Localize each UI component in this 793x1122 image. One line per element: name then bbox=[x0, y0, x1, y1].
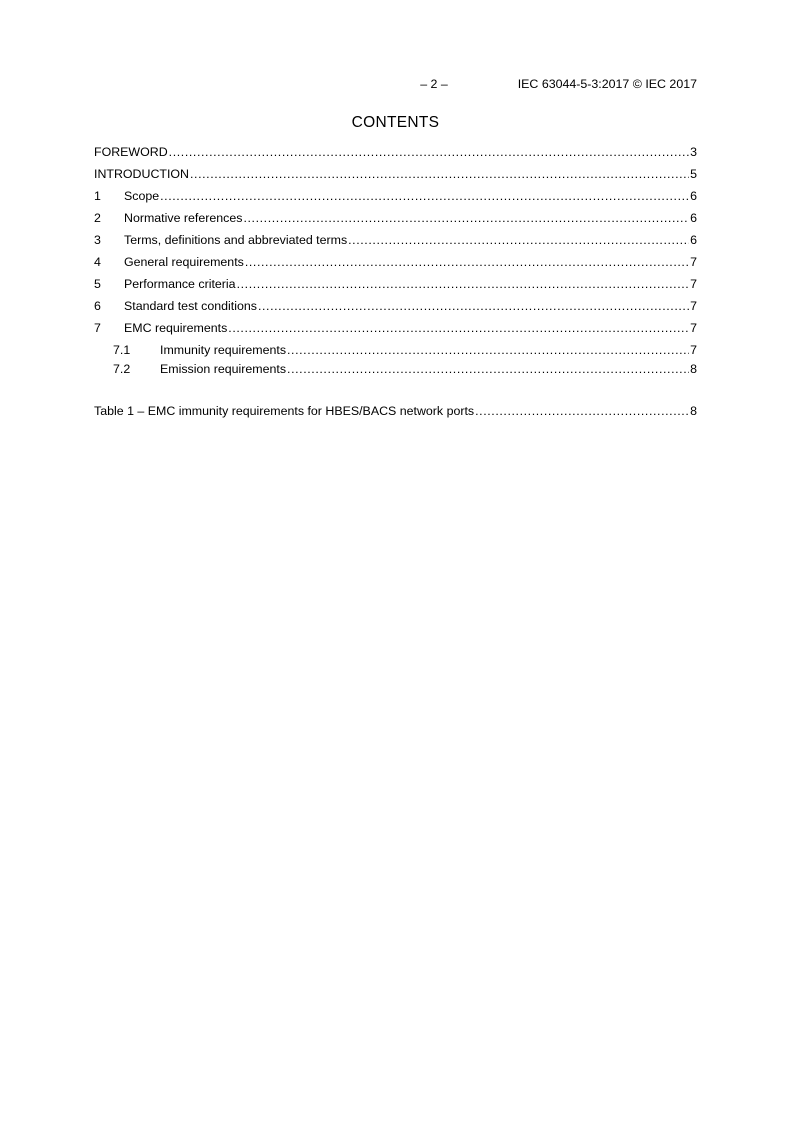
toc-entry-emc-requirements[interactable] bbox=[94, 320, 697, 336]
document-identifier: IEC 63044-5-3:2017 © IEC 2017 bbox=[517, 77, 697, 91]
toc-entry-performance-criteria[interactable] bbox=[94, 276, 697, 292]
toc-entry-title: Immunity requirements bbox=[160, 343, 287, 357]
toc-entry-number: 2 bbox=[94, 211, 101, 225]
dot-leader bbox=[348, 232, 689, 248]
toc-entry-immunity-requirements[interactable] bbox=[113, 342, 697, 358]
dot-leader bbox=[475, 403, 689, 419]
toc-entry-page: 7 bbox=[690, 343, 697, 357]
toc-entry-foreword[interactable] bbox=[94, 144, 697, 160]
toc-entry-number: 1 bbox=[94, 189, 101, 203]
toc-entry-introduction[interactable] bbox=[94, 166, 697, 182]
dot-leader bbox=[228, 320, 689, 336]
toc-entry-title: Scope bbox=[124, 189, 160, 203]
dot-leader bbox=[287, 342, 689, 358]
toc-entry-scope[interactable] bbox=[94, 188, 697, 204]
toc-entry-title: General requirements bbox=[124, 255, 244, 269]
dot-leader bbox=[245, 254, 689, 270]
toc-entry-page: 6 bbox=[690, 189, 697, 203]
toc-entry-page: 7 bbox=[690, 277, 697, 291]
contents-title: CONTENTS bbox=[351, 114, 440, 131]
toc-entry-page: 5 bbox=[690, 167, 697, 181]
toc-entry-page: 8 bbox=[690, 362, 697, 376]
dot-leader bbox=[190, 166, 689, 182]
toc-entry-title: Performance criteria bbox=[124, 277, 236, 291]
toc-entry-number: 7.2 bbox=[113, 362, 131, 376]
toc-entry-number: 6 bbox=[94, 299, 101, 313]
toc-table-title: Table 1 – EMC immunity requirements for HBES/BACS network ports bbox=[94, 404, 475, 418]
toc-entry-title: INTRODUCTION bbox=[94, 167, 189, 181]
toc-entry-title: Emission requirements bbox=[160, 362, 287, 376]
toc-entry-normative-references[interactable] bbox=[94, 210, 697, 226]
toc-entry-number: 3 bbox=[94, 233, 101, 247]
toc-entry-emission-requirements[interactable] bbox=[113, 361, 697, 377]
toc-entry-table-1[interactable] bbox=[94, 403, 697, 419]
dot-leader bbox=[243, 210, 689, 226]
toc-entry-title: FOREWORD bbox=[94, 145, 168, 159]
toc-entry-page: 7 bbox=[690, 299, 697, 313]
dot-leader bbox=[160, 188, 689, 204]
dot-leader bbox=[287, 361, 689, 377]
dot-leader bbox=[237, 276, 690, 292]
toc-entry-title: Standard test conditions bbox=[124, 299, 257, 313]
toc-entry-number: 5 bbox=[94, 277, 101, 291]
toc-entry-title: Normative references bbox=[124, 211, 243, 225]
toc-entry-title: EMC requirements bbox=[124, 321, 228, 335]
page-header bbox=[94, 76, 697, 92]
toc-entry-page: 8 bbox=[690, 404, 697, 418]
toc-entry-page: 7 bbox=[690, 321, 697, 335]
toc-entry-page: 3 bbox=[690, 145, 697, 159]
toc-entry-standard-test-conditions[interactable] bbox=[94, 298, 697, 314]
toc-entry-page: 6 bbox=[690, 233, 697, 247]
toc-entry-page: 6 bbox=[690, 211, 697, 225]
toc-entry-number: 7 bbox=[94, 321, 101, 335]
toc-entry-number: 7.1 bbox=[113, 343, 131, 357]
toc-entry-terms-definitions[interactable] bbox=[94, 232, 697, 248]
toc-entry-general-requirements[interactable] bbox=[94, 254, 697, 270]
toc-entry-page: 7 bbox=[690, 255, 697, 269]
toc-entry-title: Terms, definitions and abbreviated terms bbox=[124, 233, 348, 247]
dot-leader bbox=[169, 144, 689, 160]
dot-leader bbox=[258, 298, 689, 314]
toc-entry-number: 4 bbox=[94, 255, 101, 269]
page-number: – 2 – bbox=[420, 77, 448, 91]
